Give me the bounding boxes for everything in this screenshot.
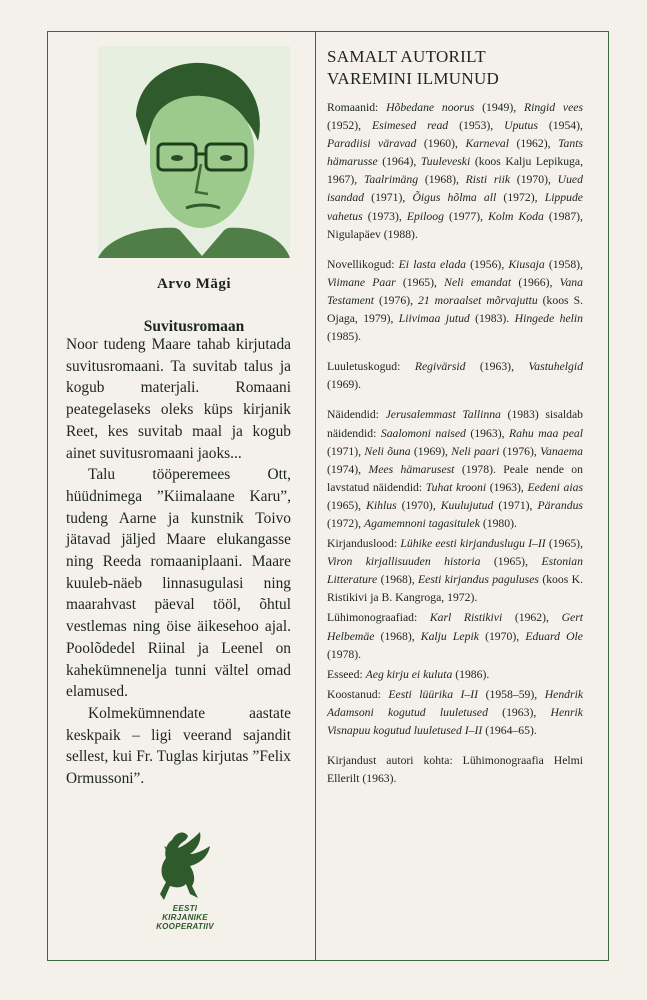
author-name: Arvo Mägi: [156, 276, 232, 292]
work-year: (1970),: [396, 498, 441, 512]
author-photo: [98, 46, 290, 258]
section-label: Näidendid:: [327, 408, 386, 422]
work-year: (1970),: [510, 173, 558, 187]
work-title: Aeg kirju ei kuluta: [365, 667, 453, 681]
work-title: Eesti kirjandus paguluses: [418, 573, 539, 587]
work-year: (1968),: [377, 573, 418, 587]
work-title: Henrik Visnapuu kogutud luuletused I–II: [327, 705, 583, 737]
work-year: (1956),: [466, 257, 509, 271]
work-title: Kihlus: [366, 498, 397, 512]
publisher-logo-text: EESTI KIRJANIKE KOOPERATIIV: [156, 904, 214, 931]
work-year: (1962),: [502, 611, 562, 625]
work-year: (1968),: [374, 629, 421, 643]
work-year: (1972),: [496, 191, 545, 205]
work-year: (1978).: [327, 647, 362, 661]
section-label: Esseed:: [327, 667, 366, 681]
work-title: Õigus hõlma all: [412, 191, 497, 205]
section-label: Koostanud:: [327, 687, 389, 701]
work-year: (1986).: [452, 667, 490, 681]
work-year: (1985).: [327, 330, 362, 344]
work-year: (1969),: [410, 444, 452, 458]
work-year: (1983).: [469, 312, 515, 326]
section-label: Kirjanduslood:: [327, 537, 401, 551]
work-title: Rahu maa peal: [509, 426, 583, 440]
section-label: Romaanid:: [327, 101, 387, 114]
work-year: (1962),: [508, 137, 559, 151]
blurb-paragraph: Noor tudeng Maare tahab kirjutada suvitusromaani. Ta suvitab talus ja kogub materjali. Romaani peategelaseks oleks küps kirjanik Reet, kes suvitab maal ja kogub ainet suvitusromaani jaoks...: [66, 336, 291, 462]
work-year: (1976),: [499, 444, 541, 458]
work-year: (1983) sisaldab näidendid:: [327, 408, 584, 440]
work-title: Hendrik Adamsoni kogutud luuletused: [327, 687, 584, 719]
work-title: Tuhat krooni: [425, 480, 487, 494]
work-title: Uputus: [504, 119, 538, 133]
work-year: (1971),: [327, 444, 365, 458]
section-label: Lühimonograafiad:: [327, 611, 430, 625]
work-year: (1958),: [544, 257, 583, 271]
work-year: (1968),: [418, 173, 466, 187]
work-title: Saalomoni naised: [380, 426, 466, 440]
work-year: (1963),: [487, 705, 551, 719]
work-title: Eesti lüürika I–II: [388, 687, 479, 701]
work-year: (1972),: [327, 516, 365, 530]
work-title: Jerusalemmast Tallinna: [385, 408, 501, 422]
work-year: (1965),: [395, 275, 445, 289]
section-label: Kirjandust autori kohta: Lühimonograafia Helmi Ellerilt (1963).: [327, 754, 583, 786]
work-year: (1963),: [465, 426, 510, 440]
bibliography-section: [327, 666, 583, 684]
blurb-paragraph: Talu tööperemees Ott, hüüdnimega ”Kiimalaane Karu”, tudeng Aarne ja kunstnik Toivo jätavad jäljed Maare elukangasse ning Reeda romaaniplaani. Maare kuuleb-näeb linnasugulasi ning maarahvast päeval tööl, õhtul vestlemas ning öise äikesehoo ajal. Poolõdedel Riinal ja Leenel on kahekümnenelja tunni vältel omad elamused.: [66, 466, 291, 701]
work-title: Regivärsid: [414, 360, 466, 374]
work-year: (1964–65).: [482, 724, 537, 737]
column-divider: [315, 31, 316, 961]
work-title: Liivimaa jutud: [398, 312, 470, 326]
work-year: (1973),: [362, 209, 407, 223]
work-title: Lippude vahetus: [327, 191, 583, 223]
work-year: (1987), Nigulapäev (1988).: [327, 209, 583, 241]
work-title: Tuuleveski: [420, 155, 471, 169]
work-title: Mees hämarusest: [368, 462, 455, 476]
work-title: Neli emandat: [444, 275, 512, 289]
bibliography-section: [327, 686, 583, 740]
work-title: Viimane Paar: [327, 275, 396, 289]
work-title: Tants hämarusse: [327, 137, 583, 169]
work-title: Paradiisi väravad: [327, 137, 417, 151]
work-year: (1953),: [448, 119, 505, 133]
work-title: Neli paari: [451, 444, 500, 458]
work-title: Taalrimäng: [363, 173, 419, 187]
work-title: Hõbedane noorus: [386, 101, 475, 114]
work-title: Kolm Koda: [488, 209, 544, 223]
work-year: (1971),: [493, 498, 538, 512]
work-year: (1976),: [373, 293, 418, 307]
work-title: Hingede helin: [514, 312, 583, 326]
work-title: Neli õuna: [364, 444, 411, 458]
bibliography-section: [327, 358, 583, 394]
bibliography-section: [327, 256, 583, 346]
work-title: Karneval: [465, 137, 509, 151]
work-title: Karl Ristikivi: [429, 611, 503, 625]
work-title: Estonian Litterature: [327, 555, 583, 587]
work-year: (1971),: [364, 191, 413, 205]
work-year: (1952),: [327, 119, 373, 133]
work-title: Eduard Ole: [525, 629, 583, 643]
section-label: Novellikogud:: [327, 257, 399, 271]
bibliography-list: [327, 99, 583, 800]
work-year: (1978). Peale nende on lavstatud näidendid:: [327, 462, 583, 494]
work-title: Ei lasta elada: [398, 257, 467, 271]
work-title: Uued isandad: [327, 173, 583, 205]
bibliography-section: [327, 99, 583, 244]
work-title: Lühike eesti kirjanduslugu I–II: [400, 537, 546, 551]
work-title: Kiusaja: [508, 257, 545, 271]
work-year: (1980).: [479, 516, 517, 530]
work-year: (1960),: [416, 137, 466, 151]
work-year: (1974),: [327, 462, 369, 476]
bibliography-heading: SAMALT AUTORILT VAREMINI ILMUNUD: [327, 47, 500, 88]
work-title: Kuulujutud: [440, 498, 494, 512]
work-title: Risti riik: [465, 173, 511, 187]
bibliography-section: [327, 752, 583, 788]
work-title: Vastuhelgid: [528, 360, 583, 374]
bibliography-section: [327, 406, 583, 533]
work-title: Ringid vees: [523, 101, 583, 114]
work-year: (1958–59),: [478, 687, 545, 701]
work-title: Vanaema: [540, 444, 583, 458]
work-title: Kalju Lepik: [420, 629, 479, 643]
work-title: Pärandus: [537, 498, 583, 512]
work-year: (1954),: [537, 119, 583, 133]
work-title: Viron kirjallisuuden historia: [327, 555, 481, 569]
bibliography-section: [327, 609, 583, 663]
book-blurb: [66, 334, 291, 790]
work-title: Eedeni aias: [527, 480, 584, 494]
work-year: (1963),: [465, 360, 529, 374]
book-title: Suvitusromaan: [143, 318, 245, 335]
work-title: 21 moraalset mõrvajuttu: [418, 293, 538, 307]
work-year: (1949),: [474, 101, 524, 114]
work-title: Esimesed read: [372, 119, 449, 133]
blurb-paragraph: Kolmekümnendate aastate keskpaik – ligi veerand sajandit sellest, kui Fr. Tuglas kirjutas ”Felix Ormussoni”.: [66, 704, 291, 788]
section-label: Luuletuskogud:: [327, 360, 415, 374]
bibliography-section: [327, 535, 583, 607]
work-title: Agamemnoni tagasitulek: [364, 516, 480, 530]
work-year: (1963),: [486, 480, 528, 494]
work-title: Gert Helbemäe: [327, 611, 583, 643]
work-year: (1965),: [545, 537, 583, 551]
work-year: (1970),: [478, 629, 526, 643]
work-year: (koos Kalju Lepikuga, 1967),: [327, 155, 583, 187]
work-year: (1964),: [377, 155, 421, 169]
work-title: Epiloog: [406, 209, 444, 223]
work-year: (koos S. Ojaga, 1979),: [327, 293, 583, 326]
work-title: Vana Testament: [327, 275, 583, 307]
work-year: (1965),: [480, 555, 542, 569]
work-year: (koos K. Ristikivi ja B. Kangroga, 1972).: [327, 573, 583, 605]
work-year: (1977),: [443, 209, 489, 223]
work-year: (1966),: [511, 275, 560, 289]
work-year: (1969).: [327, 378, 362, 392]
work-year: (1965),: [327, 498, 367, 512]
